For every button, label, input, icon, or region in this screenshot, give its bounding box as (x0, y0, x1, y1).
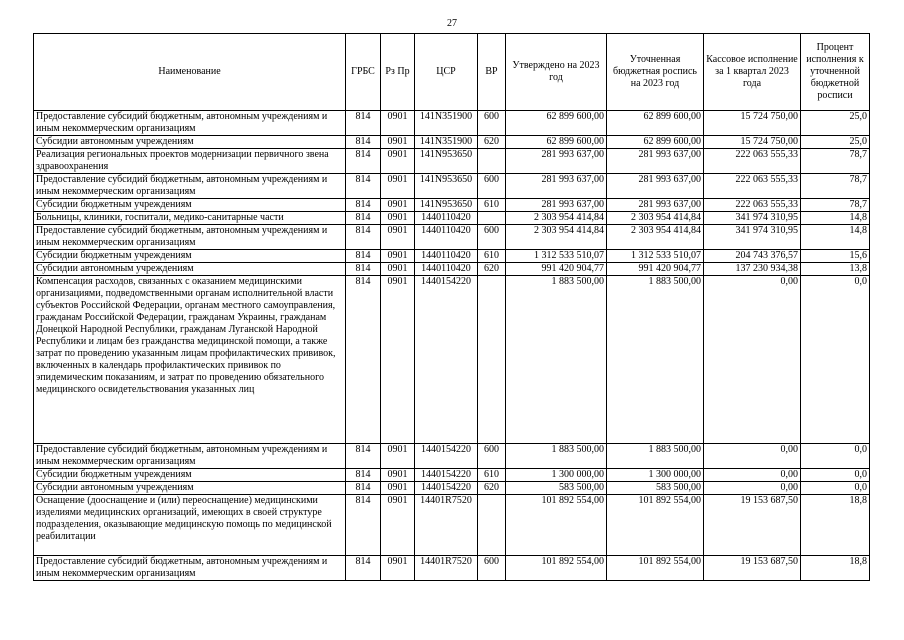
table-header-row (34, 34, 870, 111)
cell-executed: 0,00 (704, 482, 801, 495)
cell-approved: 62 899 600,00 (506, 136, 607, 149)
cell-grbs: 814 (346, 276, 381, 444)
cell-grbs: 814 (346, 225, 381, 250)
cell-grbs: 814 (346, 495, 381, 556)
cell-name: Больницы, клиники, госпитали, медико-санитарные части (34, 212, 346, 225)
cell-executed: 341 974 310,95 (704, 212, 801, 225)
cell-name: Предоставление субсидий бюджетным, автономным учреждениям и иным некоммерческим организациям (34, 444, 346, 469)
cell-grbs: 814 (346, 136, 381, 149)
cell-specified: 62 899 600,00 (607, 136, 704, 149)
cell-percent: 0,0 (801, 482, 870, 495)
cell-rzpr: 0901 (381, 469, 415, 482)
cell-vr: 600 (478, 556, 506, 581)
cell-vr: 600 (478, 444, 506, 469)
cell-specified: 62 899 600,00 (607, 111, 704, 136)
table-row (34, 199, 870, 212)
cell-percent: 25,0 (801, 136, 870, 149)
cell-csr: 141N351900 (415, 111, 478, 136)
cell-vr (478, 495, 506, 556)
cell-rzpr: 0901 (381, 136, 415, 149)
table-body (34, 111, 870, 581)
cell-rzpr: 0901 (381, 482, 415, 495)
table-row (34, 212, 870, 225)
cell-csr: 1440154220 (415, 276, 478, 444)
cell-executed: 19 153 687,50 (704, 556, 801, 581)
cell-executed: 0,00 (704, 444, 801, 469)
table-row (34, 482, 870, 495)
cell-vr: 620 (478, 482, 506, 495)
cell-vr (478, 212, 506, 225)
cell-csr: 1440154220 (415, 469, 478, 482)
cell-specified: 1 883 500,00 (607, 276, 704, 444)
cell-vr: 600 (478, 225, 506, 250)
cell-percent: 25,0 (801, 111, 870, 136)
cell-approved: 101 892 554,00 (506, 556, 607, 581)
cell-specified: 583 500,00 (607, 482, 704, 495)
cell-vr: 610 (478, 199, 506, 212)
cell-grbs: 814 (346, 149, 381, 174)
cell-percent: 78,7 (801, 174, 870, 199)
cell-specified: 281 993 637,00 (607, 199, 704, 212)
table-row (34, 556, 870, 581)
cell-vr: 620 (478, 263, 506, 276)
cell-specified: 2 303 954 414,84 (607, 225, 704, 250)
cell-csr: 1440110420 (415, 225, 478, 250)
cell-name: Предоставление субсидий бюджетным, автономным учреждениям и иным некоммерческим организациям (34, 174, 346, 199)
cell-csr: 14401R7520 (415, 495, 478, 556)
cell-name: Компенсация расходов, связанных с оказанием медицинскими организациями, подведомственными органам исполнительной власти субъектов Российской Федерации, органам местного самоуправления, гражданам Российской Федерации, гражданам Украины, гражданам Донецкой Народной Республики, гражданам Луганской Народной Республики и лицам без гражданства медицинской помощи, а также затрат по проведению указанным лицам профилактических прививок, включенных в календарь профилактических прививок по эпидемическим показаниям, и затрат по проведению обязательного медицинского освидетельствования указанных лиц (34, 276, 346, 444)
header-grbs: ГРБС (346, 34, 381, 111)
cell-name: Предоставление субсидий бюджетным, автономным учреждениям и иным некоммерческим организациям (34, 225, 346, 250)
cell-approved: 281 993 637,00 (506, 149, 607, 174)
table-row (34, 276, 870, 444)
cell-rzpr: 0901 (381, 263, 415, 276)
cell-name: Предоставление субсидий бюджетным, автономным учреждениям и иным некоммерческим организациям (34, 556, 346, 581)
cell-executed: 222 063 555,33 (704, 199, 801, 212)
cell-approved: 1 883 500,00 (506, 276, 607, 444)
cell-name: Реализация региональных проектов модернизации первичного звена здравоохранения (34, 149, 346, 174)
cell-rzpr: 0901 (381, 495, 415, 556)
cell-csr: 14401R7520 (415, 556, 478, 581)
cell-executed: 341 974 310,95 (704, 225, 801, 250)
cell-rzpr: 0901 (381, 556, 415, 581)
cell-csr: 141N953650 (415, 149, 478, 174)
cell-name: Субсидии бюджетным учреждениям (34, 199, 346, 212)
header-rzpr: Рз Пр (381, 34, 415, 111)
cell-approved: 2 303 954 414,84 (506, 225, 607, 250)
cell-rzpr: 0901 (381, 174, 415, 199)
cell-vr: 600 (478, 174, 506, 199)
table-row (34, 174, 870, 199)
cell-csr: 141N953650 (415, 174, 478, 199)
cell-approved: 101 892 554,00 (506, 495, 607, 556)
cell-percent: 18,8 (801, 495, 870, 556)
header-percent: Процент исполнения к уточненной бюджетной росписи (801, 34, 870, 111)
cell-executed: 19 153 687,50 (704, 495, 801, 556)
cell-rzpr: 0901 (381, 250, 415, 263)
cell-name: Субсидии автономным учреждениям (34, 482, 346, 495)
cell-csr: 1440110420 (415, 212, 478, 225)
cell-csr: 1440110420 (415, 250, 478, 263)
cell-percent: 78,7 (801, 149, 870, 174)
cell-approved: 2 303 954 414,84 (506, 212, 607, 225)
header-csr: ЦСР (415, 34, 478, 111)
cell-executed: 0,00 (704, 276, 801, 444)
cell-approved: 1 883 500,00 (506, 444, 607, 469)
cell-specified: 1 312 533 510,07 (607, 250, 704, 263)
cell-name: Субсидии бюджетным учреждениям (34, 469, 346, 482)
cell-specified: 1 883 500,00 (607, 444, 704, 469)
cell-executed: 15 724 750,00 (704, 111, 801, 136)
cell-vr: 610 (478, 250, 506, 263)
cell-csr: 1440154220 (415, 482, 478, 495)
cell-csr: 1440154220 (415, 444, 478, 469)
cell-name: Субсидии автономным учреждениям (34, 136, 346, 149)
header-executed: Кассовое исполнение за 1 квартал 2023 года (704, 34, 801, 111)
cell-grbs: 814 (346, 199, 381, 212)
cell-csr: 141N351900 (415, 136, 478, 149)
cell-rzpr: 0901 (381, 276, 415, 444)
cell-approved: 281 993 637,00 (506, 199, 607, 212)
cell-percent: 18,8 (801, 556, 870, 581)
header-specified: Уточненная бюджетная роспись на 2023 год (607, 34, 704, 111)
cell-vr (478, 276, 506, 444)
cell-specified: 281 993 637,00 (607, 174, 704, 199)
cell-specified: 1 300 000,00 (607, 469, 704, 482)
cell-specified: 101 892 554,00 (607, 556, 704, 581)
cell-rzpr: 0901 (381, 149, 415, 174)
cell-rzpr: 0901 (381, 444, 415, 469)
cell-vr: 620 (478, 136, 506, 149)
cell-executed: 0,00 (704, 469, 801, 482)
cell-vr: 600 (478, 111, 506, 136)
table-row (34, 149, 870, 174)
cell-grbs: 814 (346, 482, 381, 495)
table-row (34, 225, 870, 250)
page-number: 27 (447, 18, 457, 29)
cell-percent: 78,7 (801, 199, 870, 212)
cell-specified: 101 892 554,00 (607, 495, 704, 556)
cell-percent: 15,6 (801, 250, 870, 263)
cell-rzpr: 0901 (381, 111, 415, 136)
cell-name: Предоставление субсидий бюджетным, автономным учреждениям и иным некоммерческим организациям (34, 111, 346, 136)
cell-rzpr: 0901 (381, 225, 415, 250)
cell-specified: 281 993 637,00 (607, 149, 704, 174)
cell-name: Субсидии автономным учреждениям (34, 263, 346, 276)
cell-grbs: 814 (346, 469, 381, 482)
cell-csr: 1440110420 (415, 263, 478, 276)
table-row (34, 250, 870, 263)
cell-specified: 991 420 904,77 (607, 263, 704, 276)
cell-approved: 583 500,00 (506, 482, 607, 495)
cell-grbs: 814 (346, 444, 381, 469)
cell-executed: 204 743 376,57 (704, 250, 801, 263)
table-row (34, 469, 870, 482)
cell-executed: 222 063 555,33 (704, 149, 801, 174)
cell-grbs: 814 (346, 111, 381, 136)
cell-percent: 0,0 (801, 444, 870, 469)
table-row (34, 136, 870, 149)
budget-execution-table (33, 33, 870, 581)
cell-grbs: 814 (346, 263, 381, 276)
cell-percent: 14,8 (801, 225, 870, 250)
header-approved: Утверждено на 2023 год (506, 34, 607, 111)
table-row (34, 111, 870, 136)
cell-vr (478, 149, 506, 174)
header-name: Наименование (34, 34, 346, 111)
cell-vr: 610 (478, 469, 506, 482)
cell-name: Субсидии бюджетным учреждениям (34, 250, 346, 263)
cell-grbs: 814 (346, 174, 381, 199)
table-row (34, 495, 870, 556)
header-vr: ВР (478, 34, 506, 111)
cell-percent: 14,8 (801, 212, 870, 225)
table-row (34, 263, 870, 276)
cell-grbs: 814 (346, 212, 381, 225)
cell-approved: 62 899 600,00 (506, 111, 607, 136)
cell-rzpr: 0901 (381, 199, 415, 212)
cell-percent: 0,0 (801, 276, 870, 444)
cell-approved: 1 312 533 510,07 (506, 250, 607, 263)
cell-approved: 991 420 904,77 (506, 263, 607, 276)
cell-approved: 281 993 637,00 (506, 174, 607, 199)
cell-executed: 222 063 555,33 (704, 174, 801, 199)
cell-grbs: 814 (346, 250, 381, 263)
cell-rzpr: 0901 (381, 212, 415, 225)
cell-approved: 1 300 000,00 (506, 469, 607, 482)
cell-percent: 13,8 (801, 263, 870, 276)
cell-csr: 141N953650 (415, 199, 478, 212)
cell-name: Оснащение (дооснащение и (или) переоснащение) медицинскими изделиями медицинских организаций, имеющих в своей структуре подразделения, оказывающие медицинскую помощь по медицинской реабилитации (34, 495, 346, 556)
cell-percent: 0,0 (801, 469, 870, 482)
cell-executed: 15 724 750,00 (704, 136, 801, 149)
cell-grbs: 814 (346, 556, 381, 581)
table-row (34, 444, 870, 469)
cell-specified: 2 303 954 414,84 (607, 212, 704, 225)
cell-executed: 137 230 934,38 (704, 263, 801, 276)
